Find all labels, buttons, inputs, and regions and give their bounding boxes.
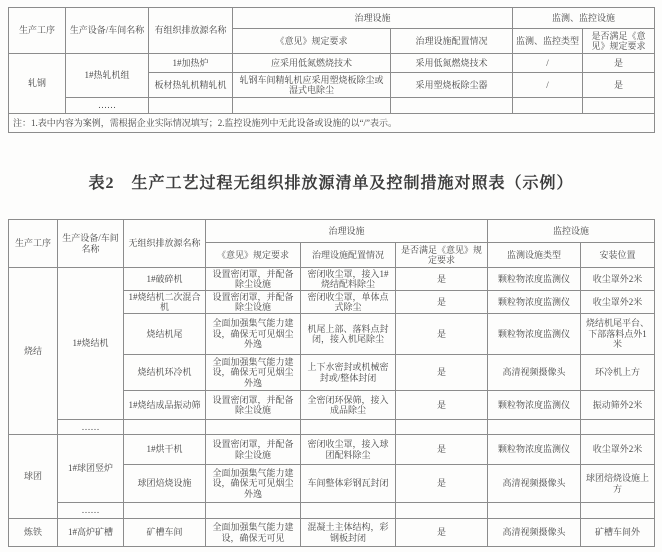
- empty-cell: [391, 98, 513, 114]
- t2-cell-config: 车间整体彩钢瓦封闭: [301, 465, 396, 503]
- t2-header-requirement: 《意见》规定要求: [206, 243, 301, 268]
- empty-cell: [124, 503, 206, 519]
- table-row: [9, 54, 655, 73]
- t2-cell-config: 密闭收尘罩，接入1#烧结配料除尘: [301, 268, 396, 291]
- t2-cell-source: 1#烧结机二次混合机: [124, 291, 206, 314]
- t2-cell-meets: 是: [396, 314, 488, 355]
- t2-header-monitor-type: 监测设施类型: [488, 243, 581, 268]
- empty-cell: [301, 503, 396, 519]
- empty-cell: [581, 420, 655, 435]
- t2-cell-location: 矿槽车间外: [581, 519, 655, 547]
- t2-cell-requirement: 设置密闭罩，并配备除尘设施: [206, 291, 301, 314]
- t2-header-location: 安装位置: [581, 243, 655, 268]
- t2-cell-monitor: 颗粒物浓度监测仪: [488, 268, 581, 291]
- t1-cell-requirement: 轧钢车间精轧机应采用塑烧板除尘或湿式电除尘: [233, 73, 391, 98]
- t2-cell-monitor: 高清视频摄像头: [488, 519, 581, 547]
- t2-header-source: 无组织排放源名称: [124, 220, 206, 268]
- t2-cell-monitor: 颗粒物浓度监测仪: [488, 435, 581, 465]
- t2-cell-equipment: 1#烧结机: [58, 268, 124, 420]
- t2-cell-requirement: 设置密闭罩，并配备除尘设施: [206, 391, 301, 420]
- t1-header-config: 治理设施配置情况: [391, 29, 513, 54]
- t2-cell-source: 烧结机环冷机: [124, 355, 206, 391]
- t1-cell-monitor: /: [513, 54, 583, 73]
- t2-cell-location: 环冷机上方: [581, 355, 655, 391]
- t1-cell-source: 板材热轧机精轧机: [149, 73, 233, 98]
- t2-cell-source: 1#烧结成品振动筛: [124, 391, 206, 420]
- table1-organized-emission-sources: [8, 7, 655, 133]
- t2-cell-meets: 是: [396, 355, 488, 391]
- t2-cell-monitor: 颗粒物浓度监测仪: [488, 314, 581, 355]
- t2-cell-monitor: 高清视频摄像头: [488, 465, 581, 503]
- t1-cell-meets: 是: [583, 54, 655, 73]
- table-row: [9, 519, 655, 547]
- t2-header-row-1: [9, 220, 655, 243]
- empty-cell: [583, 98, 655, 114]
- t2-cell-location: 球团焙烧设施上方: [581, 465, 655, 503]
- t2-cell-config: 机尾上部、落料点封闭，接入机尾除尘: [301, 314, 396, 355]
- t2-cell-requirement: 全面加强集气能力建设，确保无可见烟尘外逸: [206, 465, 301, 503]
- t2-header-equipment: 生产设备/车间名称: [58, 220, 124, 268]
- t1-cell-source: 1#加热炉: [149, 54, 233, 73]
- empty-cell: [488, 420, 581, 435]
- t1-note: 注：1.表中内容为案例，需根据企业实际情况填写；2.监控设施列中无此设备或设施的以“/”表示。: [9, 114, 655, 133]
- t1-cell-process: 轧钢: [9, 54, 66, 114]
- t1-header-monitor-type: 监测、监控类型: [513, 29, 583, 54]
- t2-cell-ellipsis: ……: [58, 420, 124, 435]
- t2-cell-source: 球团焙烧设施: [124, 465, 206, 503]
- empty-cell: [513, 98, 583, 114]
- table-row: [9, 435, 655, 465]
- table2-wrapper: [8, 219, 654, 547]
- table-row-ellipsis: [9, 503, 655, 519]
- t2-header-config: 治理设施配置情况: [301, 243, 396, 268]
- t2-cell-source: 烧结机尾: [124, 314, 206, 355]
- t1-header-source: 有组织排放源名称: [149, 8, 233, 54]
- t2-cell-monitor: 高清视频摄像头: [488, 355, 581, 391]
- t2-cell-meets: 是: [396, 465, 488, 503]
- t2-cell-equipment: 1#球团竖炉: [58, 435, 124, 503]
- t1-cell-monitor: /: [513, 73, 583, 98]
- t1-header-row-1: [9, 8, 655, 29]
- t2-cell-requirement: 设置密闭罩，并配备除尘设施: [206, 435, 301, 465]
- empty-cell: [149, 98, 233, 114]
- empty-cell: [124, 420, 206, 435]
- empty-cell: [396, 503, 488, 519]
- t1-header-meets: 是否满足《意见》规定要求: [583, 29, 655, 54]
- t1-header-equipment: 生产设备/车间名称: [66, 8, 149, 54]
- t2-cell-process: 球团: [9, 435, 58, 519]
- t2-cell-process: 烧结: [9, 268, 58, 435]
- t1-cell-config: 采用塑烧板除尘器: [391, 73, 513, 98]
- t2-cell-requirement: 全面加强集气能力建设，确保无可见烟尘外逸: [206, 314, 301, 355]
- t2-cell-requirement: 全面加强集气能力建设，确保无可见: [206, 519, 301, 547]
- empty-cell: [206, 420, 301, 435]
- empty-cell: [581, 503, 655, 519]
- t1-header-requirement: 《意见》规定要求: [233, 29, 391, 54]
- table-row-ellipsis: [9, 98, 655, 114]
- empty-cell: [233, 98, 391, 114]
- t2-cell-ellipsis: ……: [58, 503, 124, 519]
- t2-cell-config: 混凝土主体结构，彩钢板封闭: [301, 519, 396, 547]
- table2-title: 表2 生产工艺过程无组织排放源清单及控制措施对照表（示例）: [88, 175, 574, 192]
- t2-cell-process: 炼铁: [9, 519, 58, 547]
- table-row: [9, 268, 655, 291]
- empty-cell: [206, 503, 301, 519]
- t1-header-treatment-group: 治理设施: [233, 8, 513, 29]
- t2-cell-requirement: 全面加强集气能力建设，确保无可见烟尘外逸: [206, 355, 301, 391]
- empty-cell: [396, 420, 488, 435]
- t1-cell-ellipsis: ……: [66, 98, 149, 114]
- t1-cell-equipment: 1#热轧机组: [66, 54, 149, 98]
- table-note-row: [9, 114, 655, 133]
- table2-unorganized-emission-sources: [8, 219, 655, 547]
- t2-cell-config: 密闭收尘罩，单体点式除尘: [301, 291, 396, 314]
- t2-cell-meets: 是: [396, 519, 488, 547]
- t2-cell-config: 上下水密封或机械密封或/整体封闭: [301, 355, 396, 391]
- t2-cell-meets: 是: [396, 391, 488, 420]
- t1-header-monitoring-group: 监测、监控设施: [513, 8, 655, 29]
- t2-cell-location: 收尘罩外2米: [581, 291, 655, 314]
- t1-cell-config: 采用低氮燃烧技术: [391, 54, 513, 73]
- t2-header-monitoring-group: 监控设施: [488, 220, 655, 243]
- t2-cell-equipment: 1#高炉矿槽: [58, 519, 124, 547]
- t1-header-process: 生产工序: [9, 8, 66, 54]
- t2-cell-source: 矿槽车间: [124, 519, 206, 547]
- t2-header-process: 生产工序: [9, 220, 58, 268]
- t1-cell-meets: 是: [583, 73, 655, 98]
- t2-cell-location: 烧结机尾平台、下部落料点外1米: [581, 314, 655, 355]
- t2-cell-requirement: 设置密闭罩，并配备除尘设施: [206, 268, 301, 291]
- t1-cell-requirement: 应采用低氮燃烧技术: [233, 54, 391, 73]
- t2-cell-config: 密闭收尘罩，接入球团配料除尘: [301, 435, 396, 465]
- t2-cell-location: 振动筛外2米: [581, 391, 655, 420]
- t2-cell-monitor: 颗粒物浓度监测仪: [488, 391, 581, 420]
- t2-cell-location: 收尘罩外2米: [581, 435, 655, 465]
- table-row-ellipsis: [9, 420, 655, 435]
- t2-cell-meets: 是: [396, 291, 488, 314]
- t2-cell-source: 1#破碎机: [124, 268, 206, 291]
- t2-header-treatment-group: 治理设施: [206, 220, 488, 243]
- t2-header-meets: 是否满足《意见》规定要求: [396, 243, 488, 268]
- t2-cell-meets: 是: [396, 435, 488, 465]
- t2-cell-meets: 是: [396, 268, 488, 291]
- empty-cell: [488, 503, 581, 519]
- empty-cell: [301, 420, 396, 435]
- t2-cell-config: 全密闭环保筛，接入成品除尘: [301, 391, 396, 420]
- t2-cell-source: 1#烘干机: [124, 435, 206, 465]
- t2-cell-monitor: 颗粒物浓度监测仪: [488, 291, 581, 314]
- t2-cell-location: 收尘罩外2米: [581, 268, 655, 291]
